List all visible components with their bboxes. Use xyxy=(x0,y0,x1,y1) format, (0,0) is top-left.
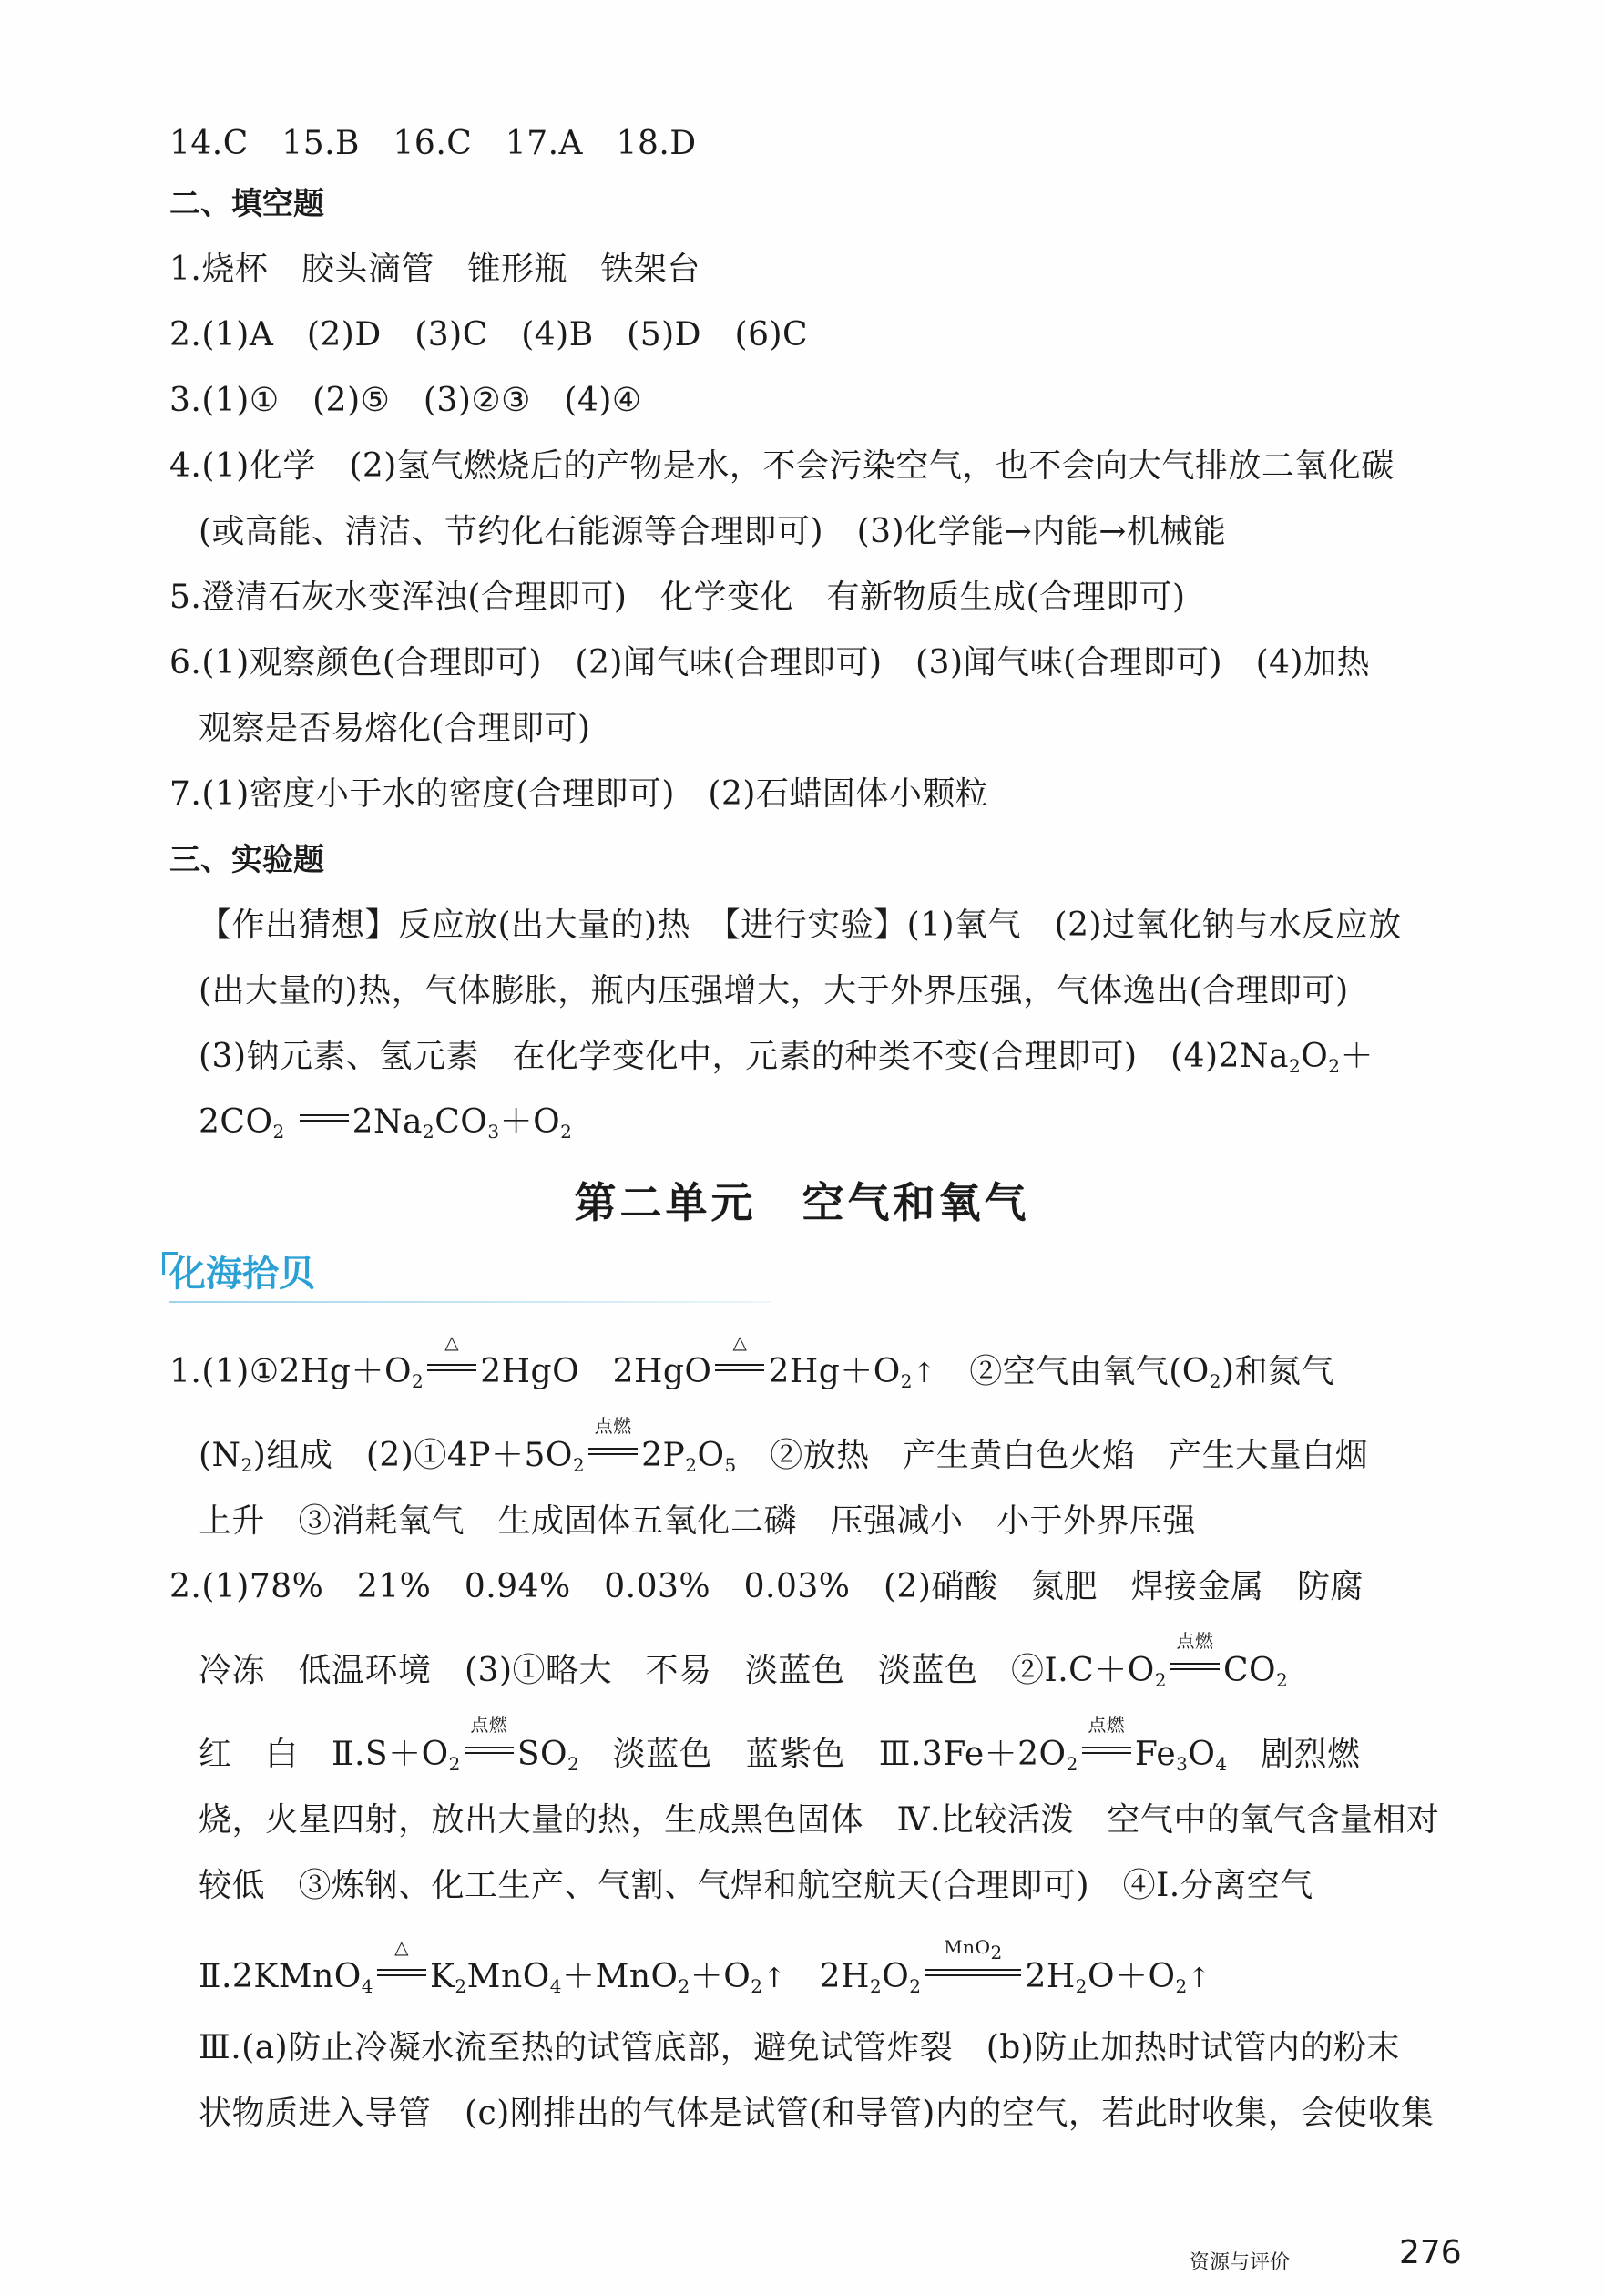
fill-q2: 2.(1)A (2)D (3)C (4)B (5)D (6)C xyxy=(169,316,809,354)
unit2-q1-line2: $(N_2)$组成 $(2)①4P+5O_2$ 点燃 $2P_2O_5$ ②放热 产生黄白色火焰 产生大量白烟 xyxy=(199,1415,1369,1476)
footer-label: 资源与评价 xyxy=(1190,2251,1291,2274)
section-underline xyxy=(169,1301,771,1303)
experiment-line2: (出大量的)热，气体膨胀，瓶内压强增大，大于外界压强，气体逸出(合理即可) xyxy=(199,972,1349,1010)
unit-title: 第二单元 空气和氧气 xyxy=(574,1178,1030,1227)
equals-sign xyxy=(298,1105,351,1133)
fill-q6-line1: 6.(1)观察颜色(合理即可) (2)闻气味(合理即可) (3)闻气味(合理即可) (4)加热 xyxy=(169,644,1371,682)
unit2-q2-line3: 红 白 $Ⅱ.S+O_2$ 点燃 $SO_2$ 淡蓝色 蓝紫色 $Ⅲ.3Fe+2O_2$ 点燃 $Fe_3O_4$ 剧烈燃 xyxy=(199,1714,1361,1775)
section-fill-blank-title: 二、填空题 xyxy=(169,186,324,222)
unit2-q2-line4: 烧，火星四射，放出大量的热，生成黑色固体 Ⅳ.比较活泼 空气中的氧气含量相对 xyxy=(199,1801,1440,1839)
section-title: 化海拾贝 xyxy=(169,1253,315,1295)
bracket-icon xyxy=(162,1252,178,1275)
fill-q3: 3.(1)① (2)⑤ (3)②③ (4)④ xyxy=(169,382,642,419)
section-experiment-title: 三、实验题 xyxy=(169,842,324,878)
unit2-q2-line7: Ⅲ.(a)防止冷凝水流至热的试管底部，避免试管炸裂 (b)防止加热时试管内的粉末 xyxy=(199,2029,1400,2066)
fill-q4-line1: 4.(1)化学 (2)氢气燃烧后的产物是水，不会污染空气，也不会向大气排放二氧化碳 xyxy=(169,447,1395,485)
page-number: 276 xyxy=(1399,2234,1462,2271)
experiment-line1: 【作出猜想】反应放(出大量的)热 【进行实验】(1)氧气 (2)过氧化钠与水反应放 xyxy=(199,907,1402,944)
answers-14-18: 14.C 15.B 16.C 17.A 18.D xyxy=(169,125,697,162)
unit2-q2-line6: Ⅱ.2KMnO$_4$ △ $K_2MnO_4+MnO_2+O_2↑$ $2H_2O_2$ MnO$_2$ $2H_2O+O_2↑$ xyxy=(199,1936,1211,1997)
fill-q1: 1.烧杯 胶头滴管 锥形瓶 铁架台 xyxy=(169,251,700,288)
section-banner xyxy=(169,1248,315,1299)
experiment-line3: (3)钠元素、氢元素 在化学变化中，元素的种类不变(合理即可) $(4)2Na_2O_2+$ xyxy=(199,1038,1374,1077)
fill-q5: 5.澄清石灰水变浑浊(合理即可) 化学变化 有新物质生成(合理即可) xyxy=(169,579,1186,616)
unit2-q2-line5: 较低 ③炼钢、化工生产、气割、气焊和航空航天(合理即可) ④Ⅰ.分离空气 xyxy=(199,1867,1313,1904)
experiment-line4-equation: $2CO_2$ $2Na_2CO_3+O_2$ xyxy=(199,1103,573,1143)
unit2-q2-line2: 冷冻 低温环境 (3)①略大 不易 淡蓝色 淡蓝色 $②Ⅰ.C+O_2$ 点燃 $CO_2$ xyxy=(199,1630,1289,1691)
fill-q6-line2: 观察是否易熔化(合理即可) xyxy=(199,710,591,747)
unit2-q1-line1: $1.(1)①2Hg+O_2$ △ 2HgO 2HgO △ $2Hg+O_2↑$ ②空气由氧气$(O_2)$和氮气 xyxy=(169,1331,1335,1392)
unit2-q2-line8: 状物质进入导管 (c)刚排出的气体是试管(和导管)内的空气，若此时收集，会使收集 xyxy=(199,2095,1435,2132)
fill-q4-line2: (或高能、清洁、节约化石能源等合理即可) (3)化学能→内能→机械能 xyxy=(199,513,1227,550)
unit2-q1-line3: 上升 ③消耗氧气 生成固体五氧化二磷 压强减小 小于外界压强 xyxy=(199,1502,1197,1540)
unit2-q2-line1: 2.(1)78% 21% 0.94% 0.03% 0.03% (2)硝酸 氮肥 焊接金属 防腐 xyxy=(169,1568,1364,1605)
fill-q7: 7.(1)密度小于水的密度(合理即可) (2)石蜡固体小颗粒 xyxy=(169,775,989,813)
